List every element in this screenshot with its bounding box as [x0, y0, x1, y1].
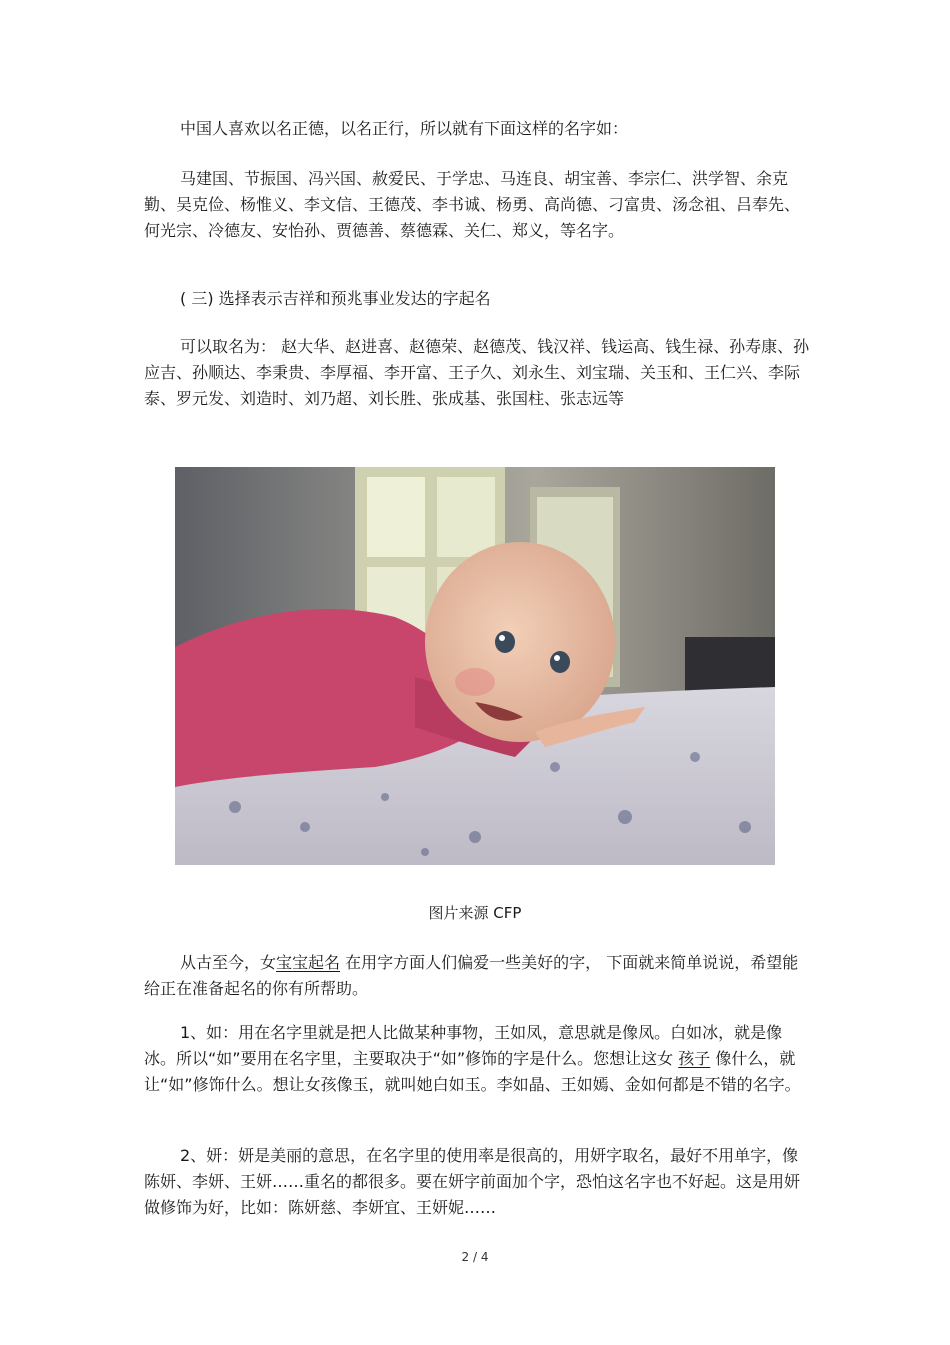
section-heading-3: ( 三) 选择表示吉祥和预兆事业发达的字起名	[180, 289, 491, 308]
baby-naming-link[interactable]: 宝宝起名	[276, 953, 341, 972]
paragraph-text: 从古至今，女	[180, 953, 277, 972]
paragraph-intro-naming	[144, 950, 810, 1002]
paragraph-ru	[144, 1020, 810, 1098]
paragraph-yan: 2、妍：妍是美丽的意思，在名字里的使用率是很高的，用妍字取名，最好不用单字，像陈妍、李妍、王妍……重名的都很多。要在妍字前面加个字，恐怕这名字也不好起。这是用妍做修饰为好，比如：陈妍慈、李妍宜、王妍妮……	[144, 1146, 801, 1217]
image-caption: 图片来源 CFP	[428, 904, 522, 922]
child-link[interactable]: 孩子	[678, 1049, 711, 1068]
paragraph-text: 像什么，就让“如”修饰什么。想让女孩像玉，就叫她白如玉。李如晶、王如嫣、金如何都是不错的名字。	[144, 1049, 801, 1094]
paragraph-intro: 中国人喜欢以名正德，以名正行，所以就有下面这样的名字如：	[180, 119, 629, 138]
page-number: 2 / 4	[461, 1250, 489, 1264]
paragraph-text: 在用字方面人们偏爱一些美好的字， 下面就来简单说说，希望能给正在准备起名的你有所帮助。	[144, 953, 799, 998]
paragraph-text: 1、如：用在名字里就是把人比做某种事物，王如凤，意思就是像凤。白如冰，就是像冰。所以“如”要用在名字里，主要取决于“如”修饰的字是什么。您想让这女	[144, 1023, 783, 1068]
baby-photo	[175, 467, 775, 865]
paragraph-name-list-2: 可以取名为： 赵大华、赵进喜、赵德荣、赵德茂、钱汉祥、钱运高、钱生禄、孙寿康、孙应吉、孙顺达、李秉贵、李厚福、李开富、王子久、刘永生、刘宝瑞、关玉和、王仁兴、李际泰、罗元发、刘造时、刘乃超、刘长胜、张成基、张国柱、张志远等	[144, 337, 810, 408]
paragraph-name-list-1: 马建国、节振国、冯兴国、赦爱民、于学忠、马连良、胡宝善、李宗仁、洪学智、余克勤、吴克俭、杨惟义、李文信、王德茂、李书诚、杨勇、高尚德、刁富贵、汤念祖、吕奉先、何光宗、冷德友、安怡孙、贾德善、蔡德霖、关仁、郑义，等名字。	[144, 169, 801, 240]
